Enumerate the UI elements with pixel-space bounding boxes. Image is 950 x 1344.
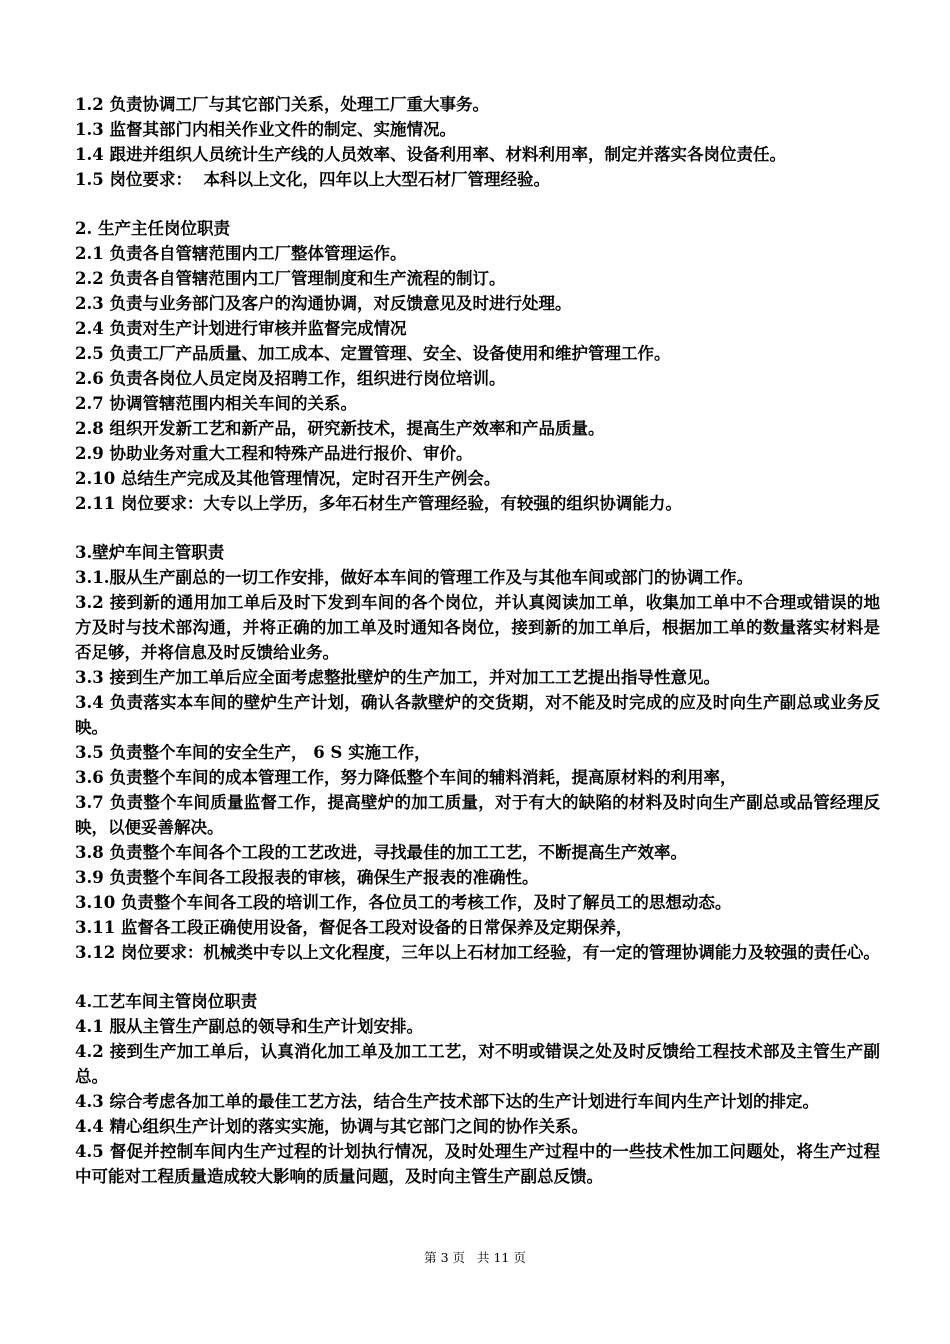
text-line: 4.4 精心组织生产计划的落实实施，协调与其它部门之间的协作关系。 bbox=[75, 1117, 588, 1136]
text-line: 2.3 负责与业务部门及客户的沟通协调，对反馈意见及时进行处理。 bbox=[75, 294, 572, 313]
text-line: 3.1.服从生产副总的一切工作安排，做好本车间的管理工作及与其他车间或部门的协调工作。 bbox=[75, 568, 753, 587]
text-line: 1.4 跟进并组织人员统计生产线的人员效率、设备利用率、材料利用率，制定并落实各岗位责任。 bbox=[75, 145, 786, 164]
text-line: 3.9 负责整个车间各工段报表的审核，确保生产报表的准确性。 bbox=[75, 868, 539, 887]
text-paragraph: 4.5 督促并控制车间内生产过程的计划执行情况，及时处理生产过程中的一些技术性加工问题处，将生产过程中可能对工程质量造成较大影响的质量问题，及时向主管生产副总反馈。 bbox=[75, 1142, 880, 1186]
text-paragraph: 4.2 接到生产加工单后，认真消化加工单及加工工艺，对不明或错误之处及时反馈给工程技术部及主管生产副总。 bbox=[75, 1042, 880, 1086]
text-line: 2.6 负责各岗位人员定岗及招聘工作，组织进行岗位培训。 bbox=[75, 369, 506, 388]
spacer bbox=[75, 965, 880, 989]
text-line: 2.4 负责对生产计划进行审核并监督完成情况 bbox=[75, 319, 407, 338]
text-line: 4.1 服从主管生产副总的领导和生产计划安排。 bbox=[75, 1017, 423, 1036]
text-line: 2.1 负责各自管辖范围内工厂整体管理运作。 bbox=[75, 244, 407, 263]
text-paragraph: 3.7 负责整个车间质量监督工作，提高壁炉的加工质量，对于有大的缺陷的材料及时向生产副总或品管经理反映，以便妥善解决。 bbox=[75, 793, 880, 837]
text-line: 1.3 监督其部门内相关作业文件的制定、实施情况。 bbox=[75, 120, 456, 139]
text-paragraph: 3.2 接到新的通用加工单后及时下发到车间的各个岗位，并认真阅读加工单，收集加工单中不合理或错误的地方及时与技术部沟通，并将正确的加工单及时通知各岗位，接到新的加工单后，根据加工单的数量落实材料是否足够，并将信息及时反馈给业务。 bbox=[75, 593, 880, 662]
text-line: 3.11 监督各工段正确使用设备，督促各工段对设备的日常保养及定期保养， bbox=[75, 918, 633, 937]
text-paragraph: 3.4 负责落实本车间的壁炉生产计划，确认各款壁炉的交货期，对不能及时完成的应及时向生产副总或业务反映。 bbox=[75, 693, 880, 737]
text-line: 3.10 负责整个车间各工段的培训工作，各位员工的考核工作，及时了解员工的思想动态。 bbox=[75, 893, 732, 912]
text-line: 2.5 负责工厂产品质量、加工成本、定置管理、安全、设备使用和维护管理工作。 bbox=[75, 344, 671, 363]
text-line: 2.11 岗位要求：大专以上学历，多年石材生产管理经验，有较强的组织协调能力。 bbox=[75, 494, 682, 513]
text-line: 3.5 负责整个车间的安全生产， 6 S 实施工作， bbox=[75, 743, 431, 762]
section-title: 4.工艺车间主管岗位职责 bbox=[75, 992, 258, 1011]
text-line: 2.8 组织开发新工艺和新产品，研究新技术，提高生产效率和产品质量。 bbox=[75, 419, 605, 438]
text-line: 2.9 协助业务对重大工程和特殊产品进行报价、审价。 bbox=[75, 444, 473, 463]
text-line: 1.5 岗位要求： 本科以上文化，四年以上大型石材厂管理经验。 bbox=[75, 170, 550, 189]
section-title: 3.壁炉车间主管职责 bbox=[75, 543, 225, 562]
text-paragraph: 4.3 综合考虑各加工单的最佳工艺方法，结合生产技术部下达的生产计划进行车间内生产计划的排定。 bbox=[75, 1092, 819, 1111]
text-line: 3.8 负责整个车间各个工段的工艺改进，寻找最佳的加工工艺，不断提高生产效率。 bbox=[75, 843, 687, 862]
text-line: 3.6 负责整个车间的成本管理工作，努力降低整个车间的辅料消耗，提高原材料的利用率， bbox=[75, 768, 737, 787]
text-paragraph: 3.12 岗位要求：机械类中专以上文化程度，三年以上石材加工经验，有一定的管理协调能力及较强的责任心。 bbox=[75, 943, 880, 962]
text-line: 2.10 总结生产完成及其他管理情况，定时召开生产例会。 bbox=[75, 469, 501, 488]
page-footer: 第 3 页 共 11 页 bbox=[424, 1250, 526, 1265]
text-line: 2.2 负责各自管辖范围内工厂管理制度和生产流程的制订。 bbox=[75, 269, 506, 288]
spacer bbox=[75, 192, 880, 216]
text-line: 3.3 接到生产加工单后应全面考虑整批壁炉的生产加工，并对加工工艺提出指导性意见。 bbox=[75, 668, 720, 687]
text-line: 2.7 协调管辖范围内相关车间的关系。 bbox=[75, 394, 357, 413]
text-line: 1.2 负责协调工厂与其它部门关系，处理工厂重大事务。 bbox=[75, 95, 489, 114]
document-body bbox=[75, 92, 880, 1189]
section-title: 2. 生产主任岗位职责 bbox=[75, 219, 230, 238]
spacer bbox=[75, 516, 880, 540]
